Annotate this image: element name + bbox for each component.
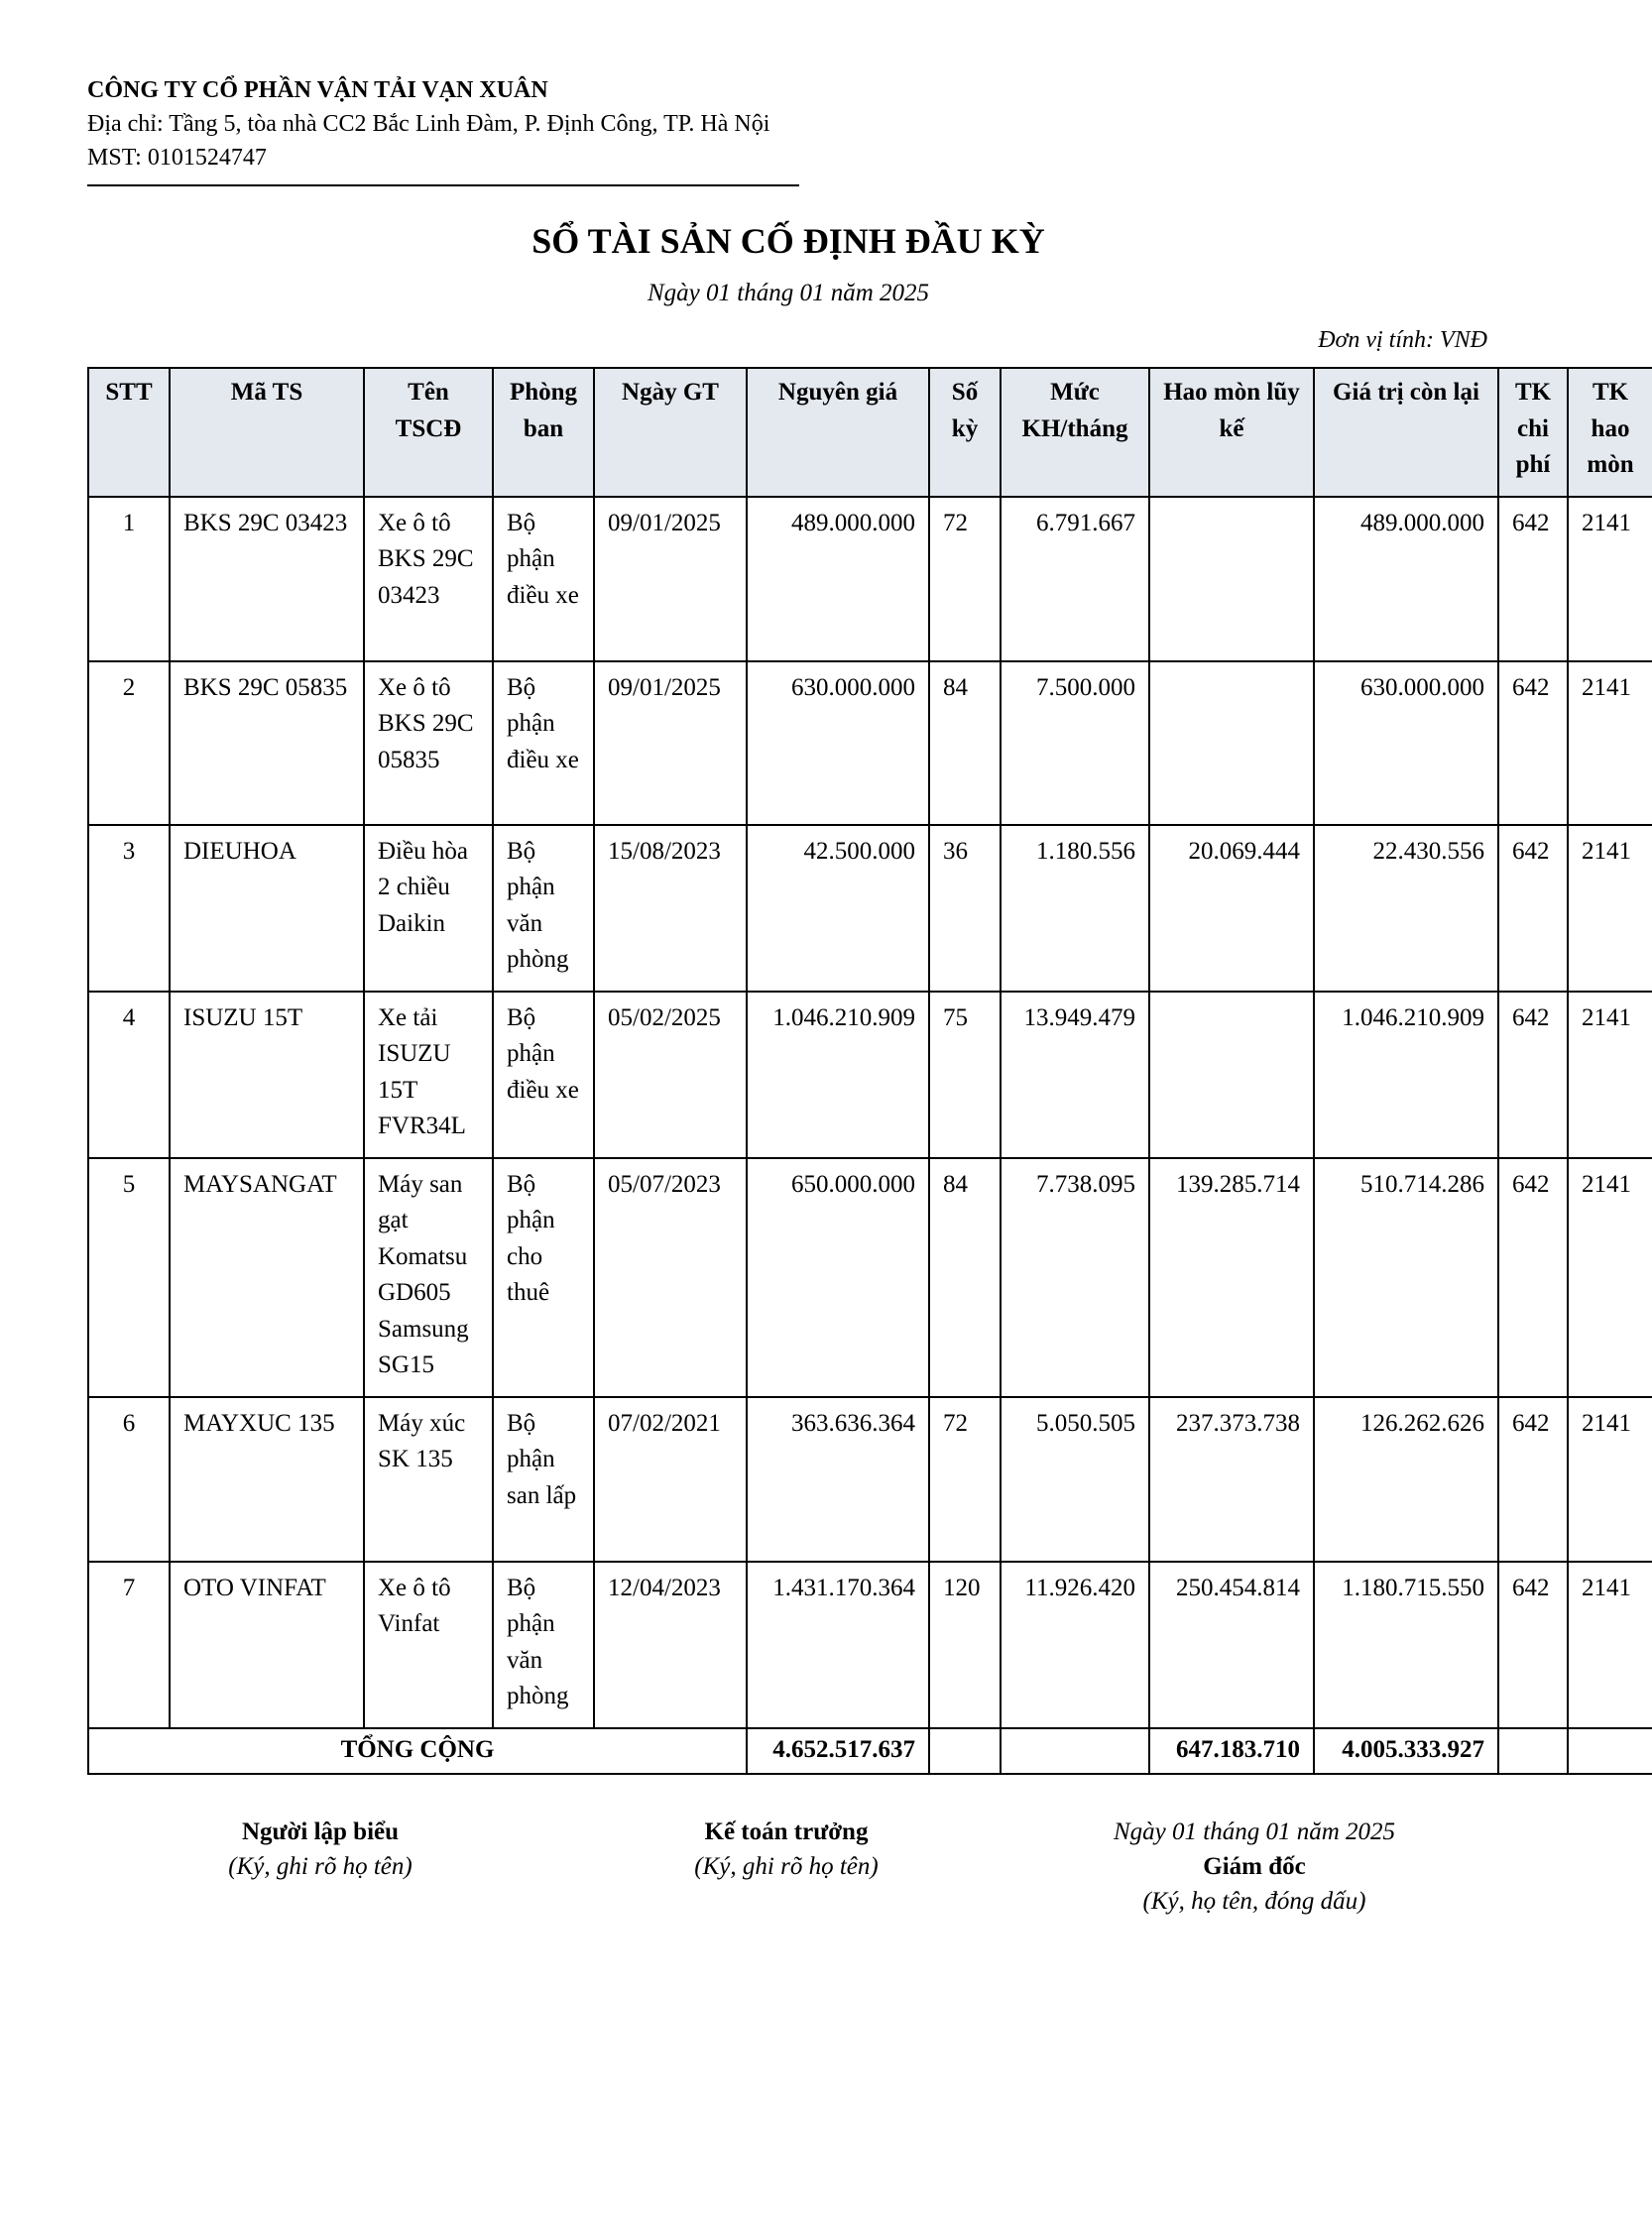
- cell-depreciation-account: 2141: [1568, 825, 1652, 992]
- cell-depreciation-account: 2141: [1568, 497, 1652, 661]
- signature-chief-accountant: [638, 1815, 935, 1884]
- header-accumulated-depreciation: Hao mòn lũy kế: [1149, 368, 1314, 497]
- cell-asset-code: OTO VINFAT: [170, 1562, 364, 1728]
- cell-original-cost: 489.000.000: [747, 497, 929, 661]
- cell-asset-name: Điều hòa 2 chiều Daikin: [364, 825, 493, 992]
- cell-expense-account: 642: [1498, 661, 1568, 825]
- cell-accumulated-depreciation: [1149, 992, 1314, 1158]
- cell-department: Bộ phận điều xe: [493, 992, 594, 1158]
- table-row: [88, 825, 1652, 992]
- total-periods-empty: [929, 1728, 1001, 1775]
- header-increase-date: Ngày GT: [594, 368, 747, 497]
- company-tax-code: MST: 0101524747: [87, 145, 267, 171]
- cell-periods: 72: [929, 1397, 1001, 1562]
- signature-preparer: [172, 1815, 469, 1884]
- cell-depreciation-account: 2141: [1568, 1158, 1652, 1397]
- table-row: [88, 1158, 1652, 1397]
- cell-periods: 36: [929, 825, 1001, 992]
- cell-asset-name: Xe ô tô Vinfat: [364, 1562, 493, 1728]
- cell-stt: 5: [88, 1158, 170, 1397]
- fixed-assets-table: [87, 367, 1652, 1775]
- cell-asset-code: DIEUHOA: [170, 825, 364, 992]
- total-row: [88, 1728, 1652, 1775]
- cell-increase-date: 05/07/2023: [594, 1158, 747, 1397]
- cell-accumulated-depreciation: [1149, 497, 1314, 661]
- cell-accumulated-depreciation: 237.373.738: [1149, 1397, 1314, 1562]
- cell-accumulated-depreciation: 20.069.444: [1149, 825, 1314, 992]
- cell-depreciation-account: 2141: [1568, 1562, 1652, 1728]
- cell-asset-name: Xe ô tô BKS 29C 03423: [364, 497, 493, 661]
- cell-monthly-depreciation: 1.180.556: [1001, 825, 1149, 992]
- cell-original-cost: 1.046.210.909: [747, 992, 929, 1158]
- cell-remaining-value: 22.430.556: [1314, 825, 1498, 992]
- cell-department: Bộ phận san lấp: [493, 1397, 594, 1562]
- total-monthly-empty: [1001, 1728, 1149, 1775]
- cell-asset-name: Máy xúc SK 135: [364, 1397, 493, 1562]
- cell-asset-name: Xe ô tô BKS 29C 05835: [364, 661, 493, 825]
- cell-expense-account: 642: [1498, 1158, 1568, 1397]
- cell-monthly-depreciation: 5.050.505: [1001, 1397, 1149, 1562]
- table-row: [88, 497, 1652, 661]
- table-header-row: [88, 368, 1652, 497]
- cell-expense-account: 642: [1498, 497, 1568, 661]
- director-hint: (Ký, họ tên, đóng dấu): [1142, 1888, 1366, 1915]
- cell-department: Bộ phận văn phòng: [493, 825, 594, 992]
- cell-original-cost: 630.000.000: [747, 661, 929, 825]
- cell-depreciation-account: 2141: [1568, 1397, 1652, 1562]
- cell-original-cost: 42.500.000: [747, 825, 929, 992]
- header-remaining-value: Giá trị còn lại: [1314, 368, 1498, 497]
- cell-remaining-value: 510.714.286: [1314, 1158, 1498, 1397]
- cell-stt: 7: [88, 1562, 170, 1728]
- header-expense-account: TK chi phí: [1498, 368, 1568, 497]
- cell-original-cost: 363.636.364: [747, 1397, 929, 1562]
- header-department: Phòng ban: [493, 368, 594, 497]
- cell-expense-account: 642: [1498, 1397, 1568, 1562]
- total-original-cost: 4.652.517.637: [747, 1728, 929, 1775]
- cell-accumulated-depreciation: 250.454.814: [1149, 1562, 1314, 1728]
- total-label: TỔNG CỘNG: [88, 1728, 747, 1775]
- cell-remaining-value: 1.046.210.909: [1314, 992, 1498, 1158]
- cell-remaining-value: 126.262.626: [1314, 1397, 1498, 1562]
- header-asset-name: Tên TSCĐ: [364, 368, 493, 497]
- cell-monthly-depreciation: 7.500.000: [1001, 661, 1149, 825]
- total-depreciation-empty: [1568, 1728, 1652, 1775]
- cell-depreciation-account: 2141: [1568, 992, 1652, 1158]
- company-name: CÔNG TY CỔ PHẦN VẬN TẢI VẠN XUÂN: [87, 77, 548, 103]
- cell-monthly-depreciation: 13.949.479: [1001, 992, 1149, 1158]
- company-header: [87, 73, 799, 186]
- table-row: [88, 661, 1652, 825]
- chief-accountant-hint: (Ký, ghi rõ họ tên): [694, 1853, 879, 1880]
- cell-remaining-value: 489.000.000: [1314, 497, 1498, 661]
- cell-department: Bộ phận điều xe: [493, 661, 594, 825]
- cell-increase-date: 15/08/2023: [594, 825, 747, 992]
- header-asset-code: Mã TS: [170, 368, 364, 497]
- currency-unit: Đơn vị tính: VNĐ: [1318, 327, 1487, 353]
- table-row: [88, 1562, 1652, 1728]
- chief-accountant-role: Kế toán trưởng: [704, 1818, 869, 1845]
- preparer-role: Người lập biểu: [241, 1818, 400, 1845]
- cell-department: Bộ phận cho thuê: [493, 1158, 594, 1397]
- document-title: SỔ TÀI SẢN CỐ ĐỊNH ĐẦU KỲ: [531, 221, 1045, 261]
- signature-director: [1076, 1815, 1433, 1919]
- cell-expense-account: 642: [1498, 1562, 1568, 1728]
- cell-stt: 3: [88, 825, 170, 992]
- cell-depreciation-account: 2141: [1568, 661, 1652, 825]
- preparer-hint: (Ký, ghi rõ họ tên): [228, 1853, 413, 1880]
- cell-expense-account: 642: [1498, 992, 1568, 1158]
- cell-stt: 6: [88, 1397, 170, 1562]
- cell-stt: 1: [88, 497, 170, 661]
- cell-increase-date: 09/01/2025: [594, 497, 747, 661]
- cell-accumulated-depreciation: [1149, 661, 1314, 825]
- table-row: [88, 1397, 1652, 1562]
- cell-monthly-depreciation: 11.926.420: [1001, 1562, 1149, 1728]
- cell-asset-code: BKS 29C 05835: [170, 661, 364, 825]
- cell-asset-code: ISUZU 15T: [170, 992, 364, 1158]
- cell-original-cost: 1.431.170.364: [747, 1562, 929, 1728]
- document-date: Ngày 01 tháng 01 năm 2025: [647, 280, 930, 306]
- cell-stt: 4: [88, 992, 170, 1158]
- cell-department: Bộ phận văn phòng: [493, 1562, 594, 1728]
- table-row: [88, 992, 1652, 1158]
- cell-original-cost: 650.000.000: [747, 1158, 929, 1397]
- cell-increase-date: 05/02/2025: [594, 992, 747, 1158]
- cell-periods: 84: [929, 661, 1001, 825]
- cell-periods: 75: [929, 992, 1001, 1158]
- cell-stt: 2: [88, 661, 170, 825]
- cell-remaining-value: 630.000.000: [1314, 661, 1498, 825]
- total-remaining-value: 4.005.333.927: [1314, 1728, 1498, 1775]
- header-depreciation-account: TK hao mòn: [1568, 368, 1652, 497]
- cell-periods: 120: [929, 1562, 1001, 1728]
- total-accumulated-depreciation: 647.183.710: [1149, 1728, 1314, 1775]
- cell-increase-date: 09/01/2025: [594, 661, 747, 825]
- cell-expense-account: 642: [1498, 825, 1568, 992]
- header-original-cost: Nguyên giá: [747, 368, 929, 497]
- header-periods: Số kỳ: [929, 368, 1001, 497]
- header-monthly-depreciation: Mức KH/tháng: [1001, 368, 1149, 497]
- header-stt: STT: [88, 368, 170, 497]
- director-role: Giám đốc: [1203, 1853, 1306, 1880]
- cell-asset-code: MAYSANGAT: [170, 1158, 364, 1397]
- director-sign-date: Ngày 01 tháng 01 năm 2025: [1113, 1818, 1396, 1845]
- cell-asset-code: MAYXUC 135: [170, 1397, 364, 1562]
- total-expense-empty: [1498, 1728, 1568, 1775]
- cell-monthly-depreciation: 6.791.667: [1001, 497, 1149, 661]
- cell-increase-date: 07/02/2021: [594, 1397, 747, 1562]
- cell-periods: 72: [929, 497, 1001, 661]
- cell-monthly-depreciation: 7.738.095: [1001, 1158, 1149, 1397]
- cell-asset-name: Xe tải ISUZU 15T FVR34L: [364, 992, 493, 1158]
- cell-asset-code: BKS 29C 03423: [170, 497, 364, 661]
- cell-remaining-value: 1.180.715.550: [1314, 1562, 1498, 1728]
- company-address: Địa chỉ: Tầng 5, tòa nhà CC2 Bắc Linh Đàm, P. Định Công, TP. Hà Nội: [87, 111, 770, 137]
- cell-accumulated-depreciation: 139.285.714: [1149, 1158, 1314, 1397]
- cell-increase-date: 12/04/2023: [594, 1562, 747, 1728]
- cell-department: Bộ phận điều xe: [493, 497, 594, 661]
- cell-asset-name: Máy san gạt Komatsu GD605 Samsung SG15: [364, 1158, 493, 1397]
- cell-periods: 84: [929, 1158, 1001, 1397]
